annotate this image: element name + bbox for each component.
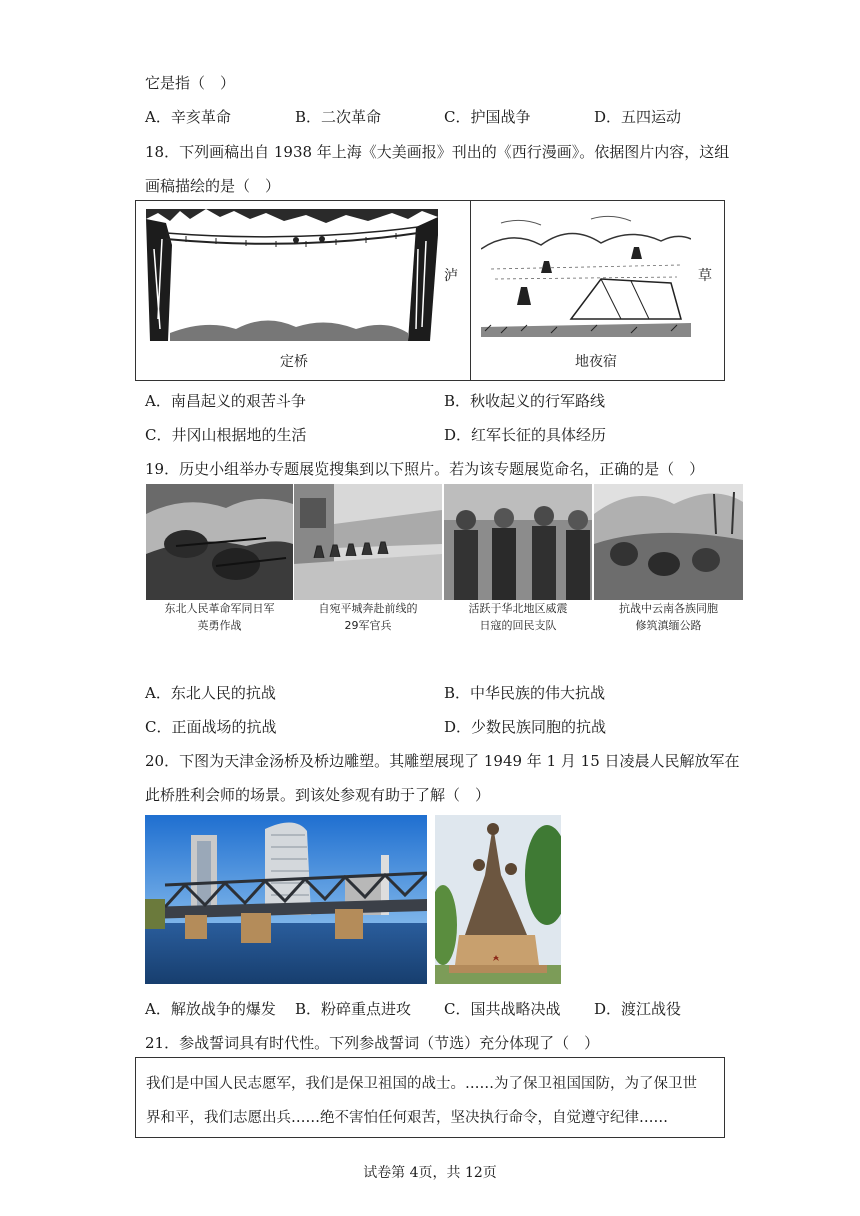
q18-sketch-frame	[135, 200, 725, 381]
q18-option-b: B．秋收起义的行军路线	[444, 392, 606, 410]
luding-bridge-label: 定桥	[280, 354, 308, 370]
grassland-night-sketch	[481, 209, 691, 337]
q19-photo-1	[146, 484, 293, 600]
q20-option-d: D．渡江战役	[594, 1000, 682, 1018]
q18-option-a: A．南昌起义的艰苦斗争	[145, 392, 306, 410]
q19-option-b: B．中华民族的伟大抗战	[444, 684, 606, 702]
q17-option-b: B．二次革命	[295, 108, 382, 126]
q17-stem-tail: 它是指（ ）	[145, 74, 236, 92]
q20-option-a: A．解放战争的爆发	[145, 1000, 276, 1018]
q17-option-d: D．五四运动	[594, 108, 682, 126]
grassland-char: 草	[698, 268, 712, 284]
q19-photo-4	[594, 484, 743, 600]
q21-quote-box	[135, 1057, 725, 1138]
grassland-night-label: 地夜宿	[575, 354, 617, 370]
q19-stem: 19．历史小组举办专题展览搜集到以下照片。若为该专题展览命名，正确的是（ ）	[145, 460, 705, 478]
q19-option-d: D．少数民族同胞的抗战	[444, 718, 607, 736]
q20-stem-line2: 此桥胜利会师的场景。到该处参观有助于了解（ ）	[145, 786, 491, 804]
q19-option-a: A．东北人民的抗战	[145, 684, 276, 702]
q19-caption-1: 东北人民革命军同日军 英勇作战	[164, 602, 275, 632]
q18-divider	[470, 201, 471, 380]
luding-char: 泸	[444, 268, 458, 284]
q20-option-c: C．国共战略决战	[444, 1000, 561, 1018]
jintang-bridge-photo	[145, 815, 427, 984]
q19-caption-2: 自宛平城奔赴前线的 29军官兵	[318, 602, 418, 632]
q21-quote-line2: 界和平，我们志愿出兵……绝不害怕任何艰苦，坚决执行命令，自觉遵守纪律……	[146, 1110, 668, 1126]
luding-bridge-sketch	[146, 209, 438, 341]
q19-photo-3	[444, 484, 592, 600]
q21-stem: 21．参战誓词具有时代性。下列参战誓词（节选）充分体现了（ ）	[145, 1034, 600, 1052]
q19-option-c: C．正面战场的抗战	[145, 718, 277, 736]
statue-photo	[435, 815, 561, 984]
q18-option-d: D．红军长征的具体经历	[444, 426, 607, 444]
q17-option-a: A．辛亥革命	[145, 108, 231, 126]
q18-stem-line2: 画稿描绘的是（ ）	[145, 177, 281, 195]
q17-option-c: C．护国战争	[444, 108, 531, 126]
q19-photo-2	[294, 484, 442, 600]
q19-caption-3: 活跃于华北地区威震 日寇的回民支队	[468, 602, 568, 632]
q18-option-c: C．井冈山根据地的生活	[145, 426, 307, 444]
page-footer: 试卷第 4页，共 12页	[363, 1165, 497, 1181]
q21-quote-line1: 我们是中国人民志愿军，我们是保卫祖国的战士。……为了保卫祖国国防，为了保卫世	[146, 1076, 697, 1092]
q20-stem-line1: 20．下图为天津金汤桥及桥边雕塑。其雕塑展现了 1949 年 1 月 15 日凌晨人民解放军在	[145, 752, 740, 770]
q19-caption-4: 抗战中云南各族同胞 修筑滇缅公路	[619, 602, 718, 632]
q18-stem-line1: 18．下列画稿出自 1938 年上海《大美画报》刊出的《西行漫画》。依据图片内容，这组	[145, 143, 730, 161]
q20-option-b: B．粉碎重点进攻	[295, 1000, 412, 1018]
